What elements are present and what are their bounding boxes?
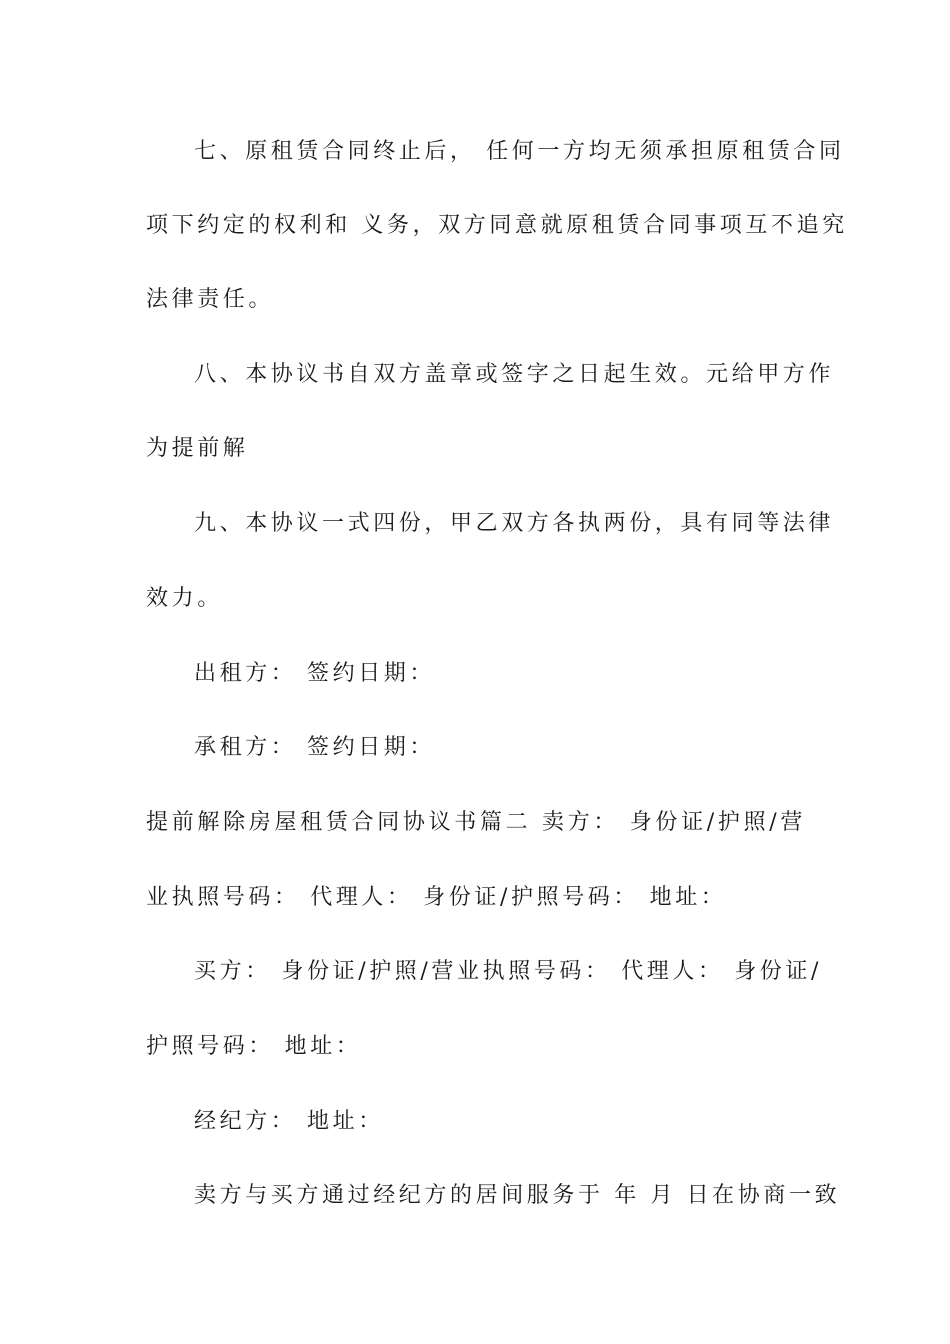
section-two-heading-line: 提前解除房屋租赁合同协议书篇二 卖方： 身份证/护照/营	[146, 810, 806, 835]
lessee-signature-line: 承租方： 签约日期：	[194, 735, 435, 760]
agreement-intro-line: 卖方与买方通过经纪方的居间服务于 年 月 日在协商一致	[194, 1183, 841, 1208]
clause-8-line-1: 八、本协议书自双方盖章或签字之日起生效。元给甲方作	[194, 362, 835, 387]
clause-7-line-1: 七、原租赁合同终止后， 任何一方均无须承担原租赁合同	[194, 139, 845, 164]
buyer-info-line-2: 护照号码： 地址：	[146, 1034, 362, 1059]
buyer-info-line-1: 买方： 身份证/护照/营业执照号码： 代理人： 身份证/	[194, 959, 823, 984]
clause-7-line-2: 项下约定的权利和 义务，双方同意就原租赁合同事项互不追究	[146, 213, 848, 238]
agent-info-line: 经纪方： 地址：	[194, 1109, 384, 1134]
clause-8-line-2: 为提前解	[146, 436, 249, 461]
clause-9-line-2: 效力。	[146, 586, 223, 611]
seller-info-line: 业执照号码： 代理人： 身份证/护照号码： 地址：	[146, 885, 727, 910]
clause-7-line-3: 法律责任。	[146, 287, 275, 312]
lessor-signature-line: 出租方： 签约日期：	[194, 661, 435, 686]
clause-9-line-1: 九、本协议一式四份，甲乙双方各执两份，具有同等法律	[194, 511, 835, 536]
